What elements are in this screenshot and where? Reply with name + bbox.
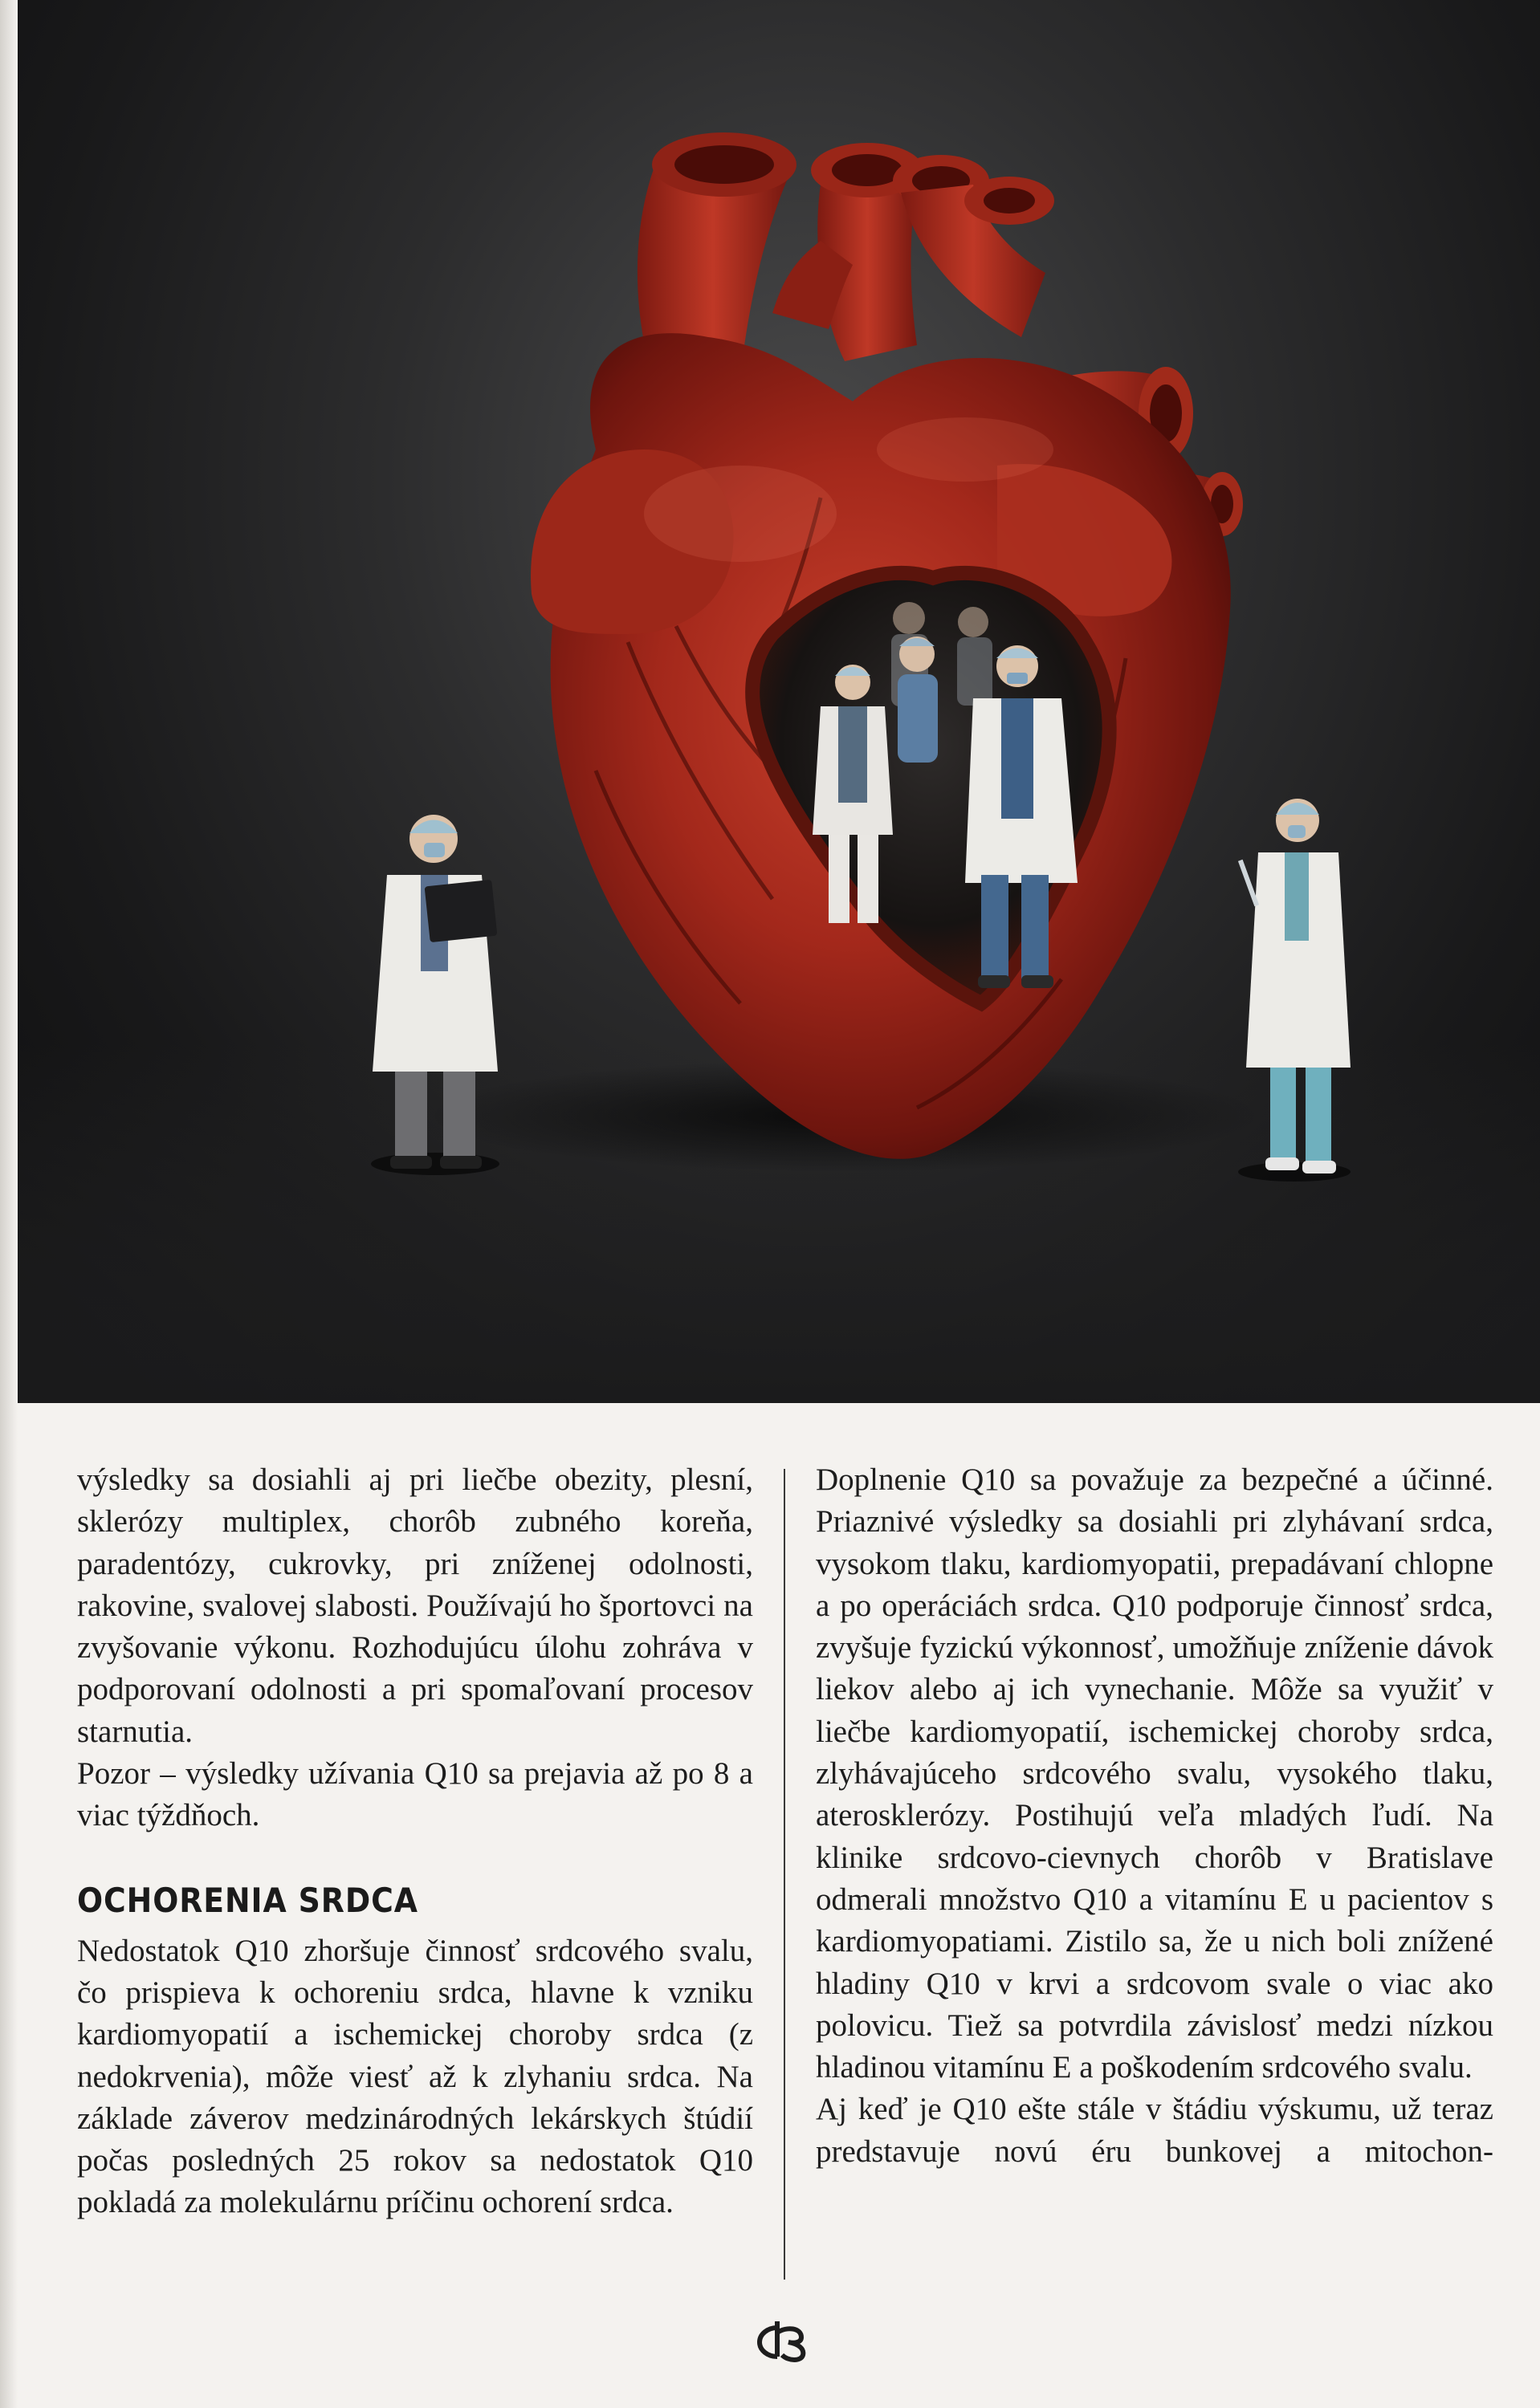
page-edge-shadow bbox=[0, 0, 18, 2408]
section-heading: OCHORENIA SRDCA bbox=[77, 1880, 418, 1920]
right-paragraph-2: Aj keď je Q10 ešte stále v štádiu výskumu, už teraz predstavuje novú éru bunkovej a mitochon- bbox=[816, 2092, 1493, 2169]
left-paragraph-3: Nedostatok Q10 zhoršuje činnosť srdcového svalu, čo prispieva k ochoreniu srdca, hlavne k vzniku kardiomyopatií a ischemickej choroby srdca (z nedokrvenia), môže viesť až k zlyhaniu srdca. Na základe záverov medzinárodných lekárskych štúdií počas posledných 25 rokov sa nedostatok Q10 pokladá za molekulárnu príčinu ochorení srdca. bbox=[77, 1933, 753, 2220]
left-paragraph-1: výsledky sa dosiahli aj pri liečbe obezity, plesní, sklerózy multiplex, chorôb zubného koreňa, paradentózy, cukrovky, pri zníženej odolnosti, rakovine, svalovej slabosti. Používajú ho športovci na zvyšovanie výkonu. Rozhodujúcu úlohu zohráva v podporovaní odolnosti a pri spomaľovaní procesov starnutia. bbox=[77, 1462, 753, 1749]
heart-surgeons-photo bbox=[18, 0, 1540, 1403]
magazine-logo-mark bbox=[745, 2318, 817, 2363]
right-text-column bbox=[816, 1459, 1493, 2173]
left-text-column bbox=[77, 1459, 753, 2224]
right-paragraph-1: Doplnenie Q10 sa považuje za bezpečné a účinné. Priaznivé výsledky sa dosiahli pri zlyhávaní srdca, vysokom tlaku, kardiomyopatii, prepadávaní chlopne a po operáciách srdca. Q10 podporuje činnosť srdca, zvyšuje fyzickú výkonnosť, umožňuje zníženie dávok liekov alebo aj ich vynechanie. Môže sa využiť v liečbe kardiomyopatií, ischemickej choroby srdca, zlyhávajúceho srdcového svalu, vysokého tlaku, aterosklerózy. Postihujú veľa mladých ľudí. Na klinike srdcovo-cievnych chorôb v Bratislave odmerali množstvo Q10 a vitamínu E u pacientov s kardiomyopatiami. Zistilo sa, že u nich boli znížené hladiny Q10 v krvi a srdcovom svale o viac ako polovicu. Tiež sa potvrdila závislosť medzi nízkou hladinou vitamínu E a poškodením srdcového svalu. bbox=[816, 1462, 1493, 2085]
left-paragraph-2: Pozor – výsledky užívania Q10 sa prejavia až po 8 a viac týždňoch. bbox=[77, 1756, 753, 1833]
heart-illustration bbox=[18, 0, 1540, 1403]
column-divider bbox=[784, 1469, 785, 2280]
